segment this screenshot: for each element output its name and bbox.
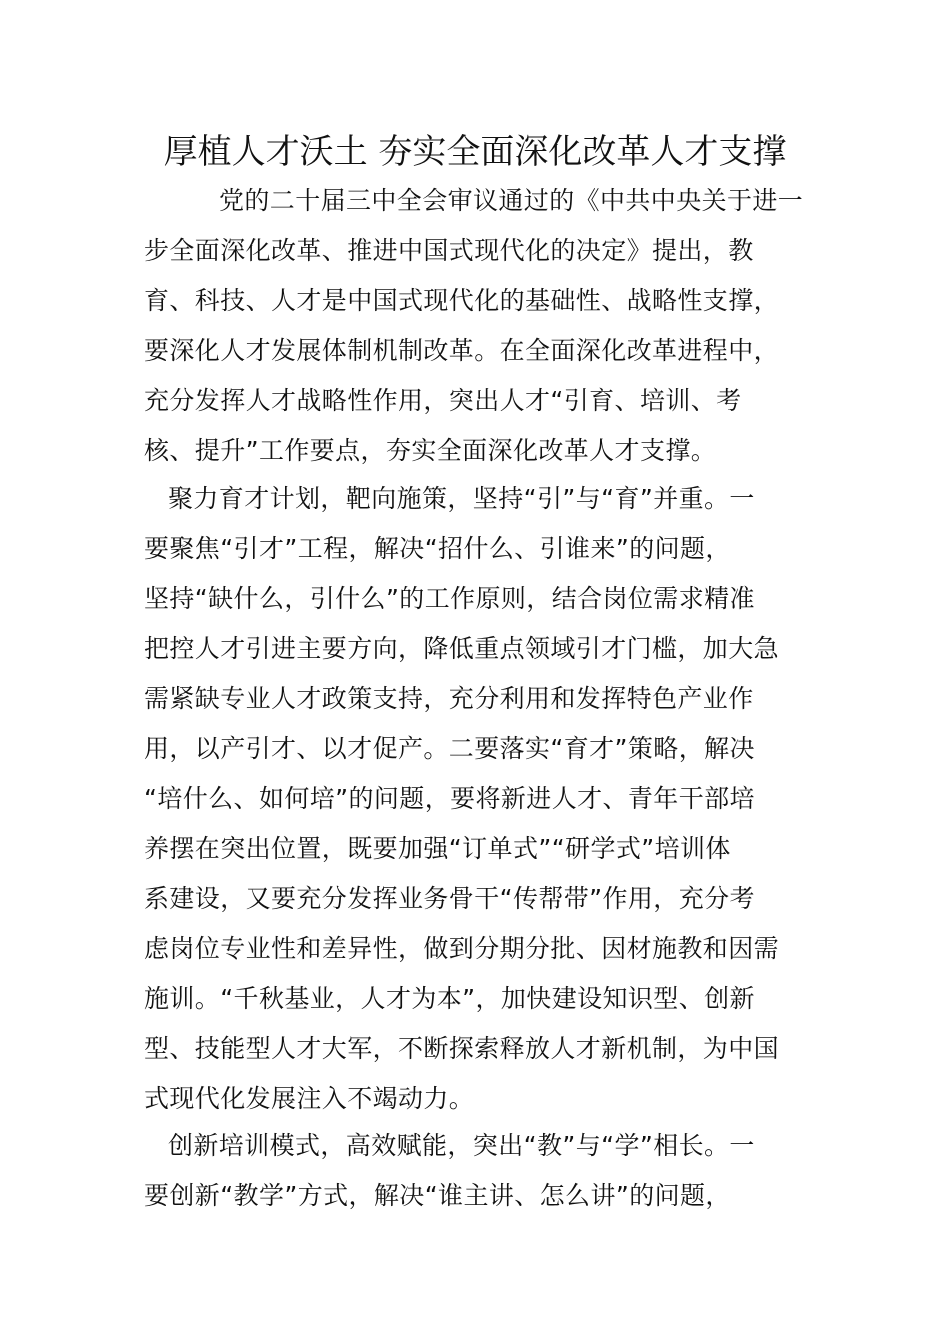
paragraph-line: “培什么、如何培”的问题，要将新进人才、青年干部培 <box>144 784 755 813</box>
paragraph-line: 要聚焦“引才”工程，解决“招什么、引谁来”的问题， <box>144 534 731 563</box>
paragraph-3 <box>144 1121 814 1221</box>
paragraph-line: 要深化人才发展体制机制改革。在全面深化改革进程中， <box>144 336 780 365</box>
paragraph-1 <box>144 176 814 476</box>
paragraph-line: 施训。“千秋基业，人才为本”，加快建设知识型、创新 <box>144 984 755 1013</box>
paragraph-2 <box>144 474 814 1124</box>
paragraph-line: 需紧缺专业人才政策支持，充分利用和发挥特色产业作 <box>144 684 754 713</box>
paragraph-line: 步全面深化改革、推进中国式现代化的决定》提出，教 <box>144 236 754 265</box>
paragraph-line: 用，以产引才、以才促产。二要落实“育才”策略，解决 <box>144 734 755 763</box>
paragraph-line: 系建设，又要充分发挥业务骨干“传帮带”作用，充分考 <box>144 884 755 913</box>
paragraph-line: 虑岗位专业性和差异性，做到分期分批、因材施教和因需 <box>144 934 780 963</box>
paragraph-line: 育、科技、人才是中国式现代化的基础性、战略性支撑， <box>144 286 780 315</box>
paragraph-line: 型、技能型人才大军，不断探索释放人才新机制，为中国 <box>144 1034 780 1063</box>
paragraph-line: 充分发挥人才战略性作用，突出人才“引育、培训、考 <box>144 386 742 415</box>
paragraph-line: 创新培训模式，高效赋能，突出“教”与“学”相长。一 <box>168 1131 755 1160</box>
paragraph-line: 养摆在突出位置，既要加强“订单式”“研学式”培训体 <box>144 834 731 863</box>
paragraph-line: 坚持“缺什么，引什么”的工作原则，结合岗位需求精准 <box>144 584 755 613</box>
paragraph-line: 核、提升”工作要点，夯实全面深化改革人才支撑。 <box>144 436 717 465</box>
paragraph-line: 要创新“教学”方式，解决“谁主讲、怎么讲”的问题， <box>144 1181 731 1210</box>
paragraph-line: 党的二十届三中全会审议通过的《中共中央关于进一 <box>219 186 804 215</box>
paragraph-line: 聚力育才计划，靶向施策，坚持“引”与“育”并重。一 <box>168 484 755 513</box>
paragraph-line: 式现代化发展注入不竭动力。 <box>144 1084 475 1113</box>
paragraph-line: 把控人才引进主要方向，降低重点领域引才门槛，加大急 <box>144 634 780 663</box>
document-title: 厚植人才沃土 夯实全面深化改革人才支撑 <box>163 132 787 172</box>
